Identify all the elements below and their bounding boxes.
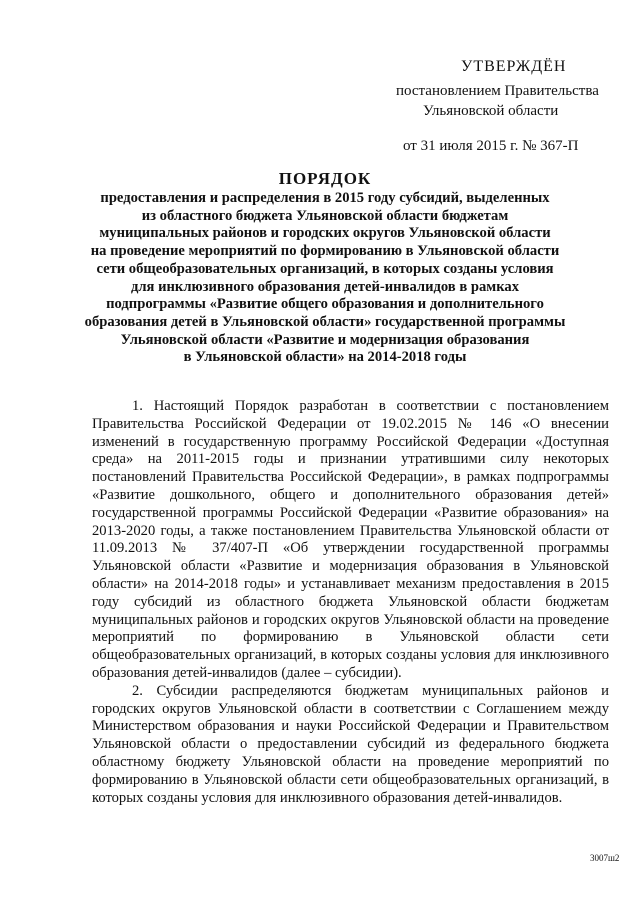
footer-code: 3007ш2 (590, 853, 620, 863)
document-heading: ПОРЯДОК (278, 169, 372, 188)
approval-line-1: постановлением Правительства (396, 83, 599, 99)
approval-stamp: УТВЕРЖДЁН (461, 58, 567, 75)
document-body (92, 398, 609, 807)
paragraph-2: 2. Субсидии распределяются бюджетам муниципальных районов и городских округов Ульяновской области в соответствии с Соглашением между Министерством образования и науки Российской Федерации и Правительством Ульяновской области о предоставлении субсидий из федерального бюджета областному бюджету Ульяновской области на проведение мероприятий по формированию в Ульяновской области сети общеобразовательных организаций, в которых созданы условия для инклюзивного образования детей-инвалидов. (92, 682, 609, 806)
paragraph-1: 1. Настоящий Порядок разработан в соответствии с постановлением Правительства Российской Федерации от 19.02.2015 № 146 «О внесении изменений в государственную программу Российской Федерации «Доступная среда» на 2011-2015 годы и признании утратившими силу некоторых постановлений Правительства Российской Федерации», в рамках подпрограммы «Развитие дошкольного, общего и дополнительного образования детей» государственной программы Российской Федерации «Развитие образования» на 2013-2020 годы, а также постановлением Правительства Ульяновской области от 11.09.2013 № 37/407-П «Об утверждении государственной программы Ульяновской области «Развитие и модернизация образования в Ульяновской области» на 2014-2018 годы» и устанавливает механизм предоставления в 2015 году субсидий из областного бюджета Ульяновской области бюджетам муниципальных районов и городских округов Ульяновской области на проведение мероприятий по формированию в Ульяновской области сети общеобразовательных организаций, в которых созданы условия для инклюзивного образования детей-инвалидов (далее – субсидии). (92, 398, 609, 681)
approval-date: от 31 июля 2015 г. № 367-П (403, 138, 579, 154)
approval-line-2: Ульяновской области (423, 103, 559, 119)
document-title (60, 168, 590, 367)
document-subtitle: предоставления и распределения в 2015 году субсидий, выделенных из областного бюджета Ульяновской области бюджетам муниципальных районов и городских округов Ульяновской области на проведение мероприятий по формированию в Ульяновской области сети общеобразовательных организаций, в которых созданы условия для инклюзивного образования детей-инвалидов в рамках подпрограммы «Развитие общего образования и дополнительного образования детей в Ульяновской области» государственной программы Ульяновской области «Развитие и модернизация образования в Ульяновской области» на 2014-2018 годы (84, 190, 566, 366)
